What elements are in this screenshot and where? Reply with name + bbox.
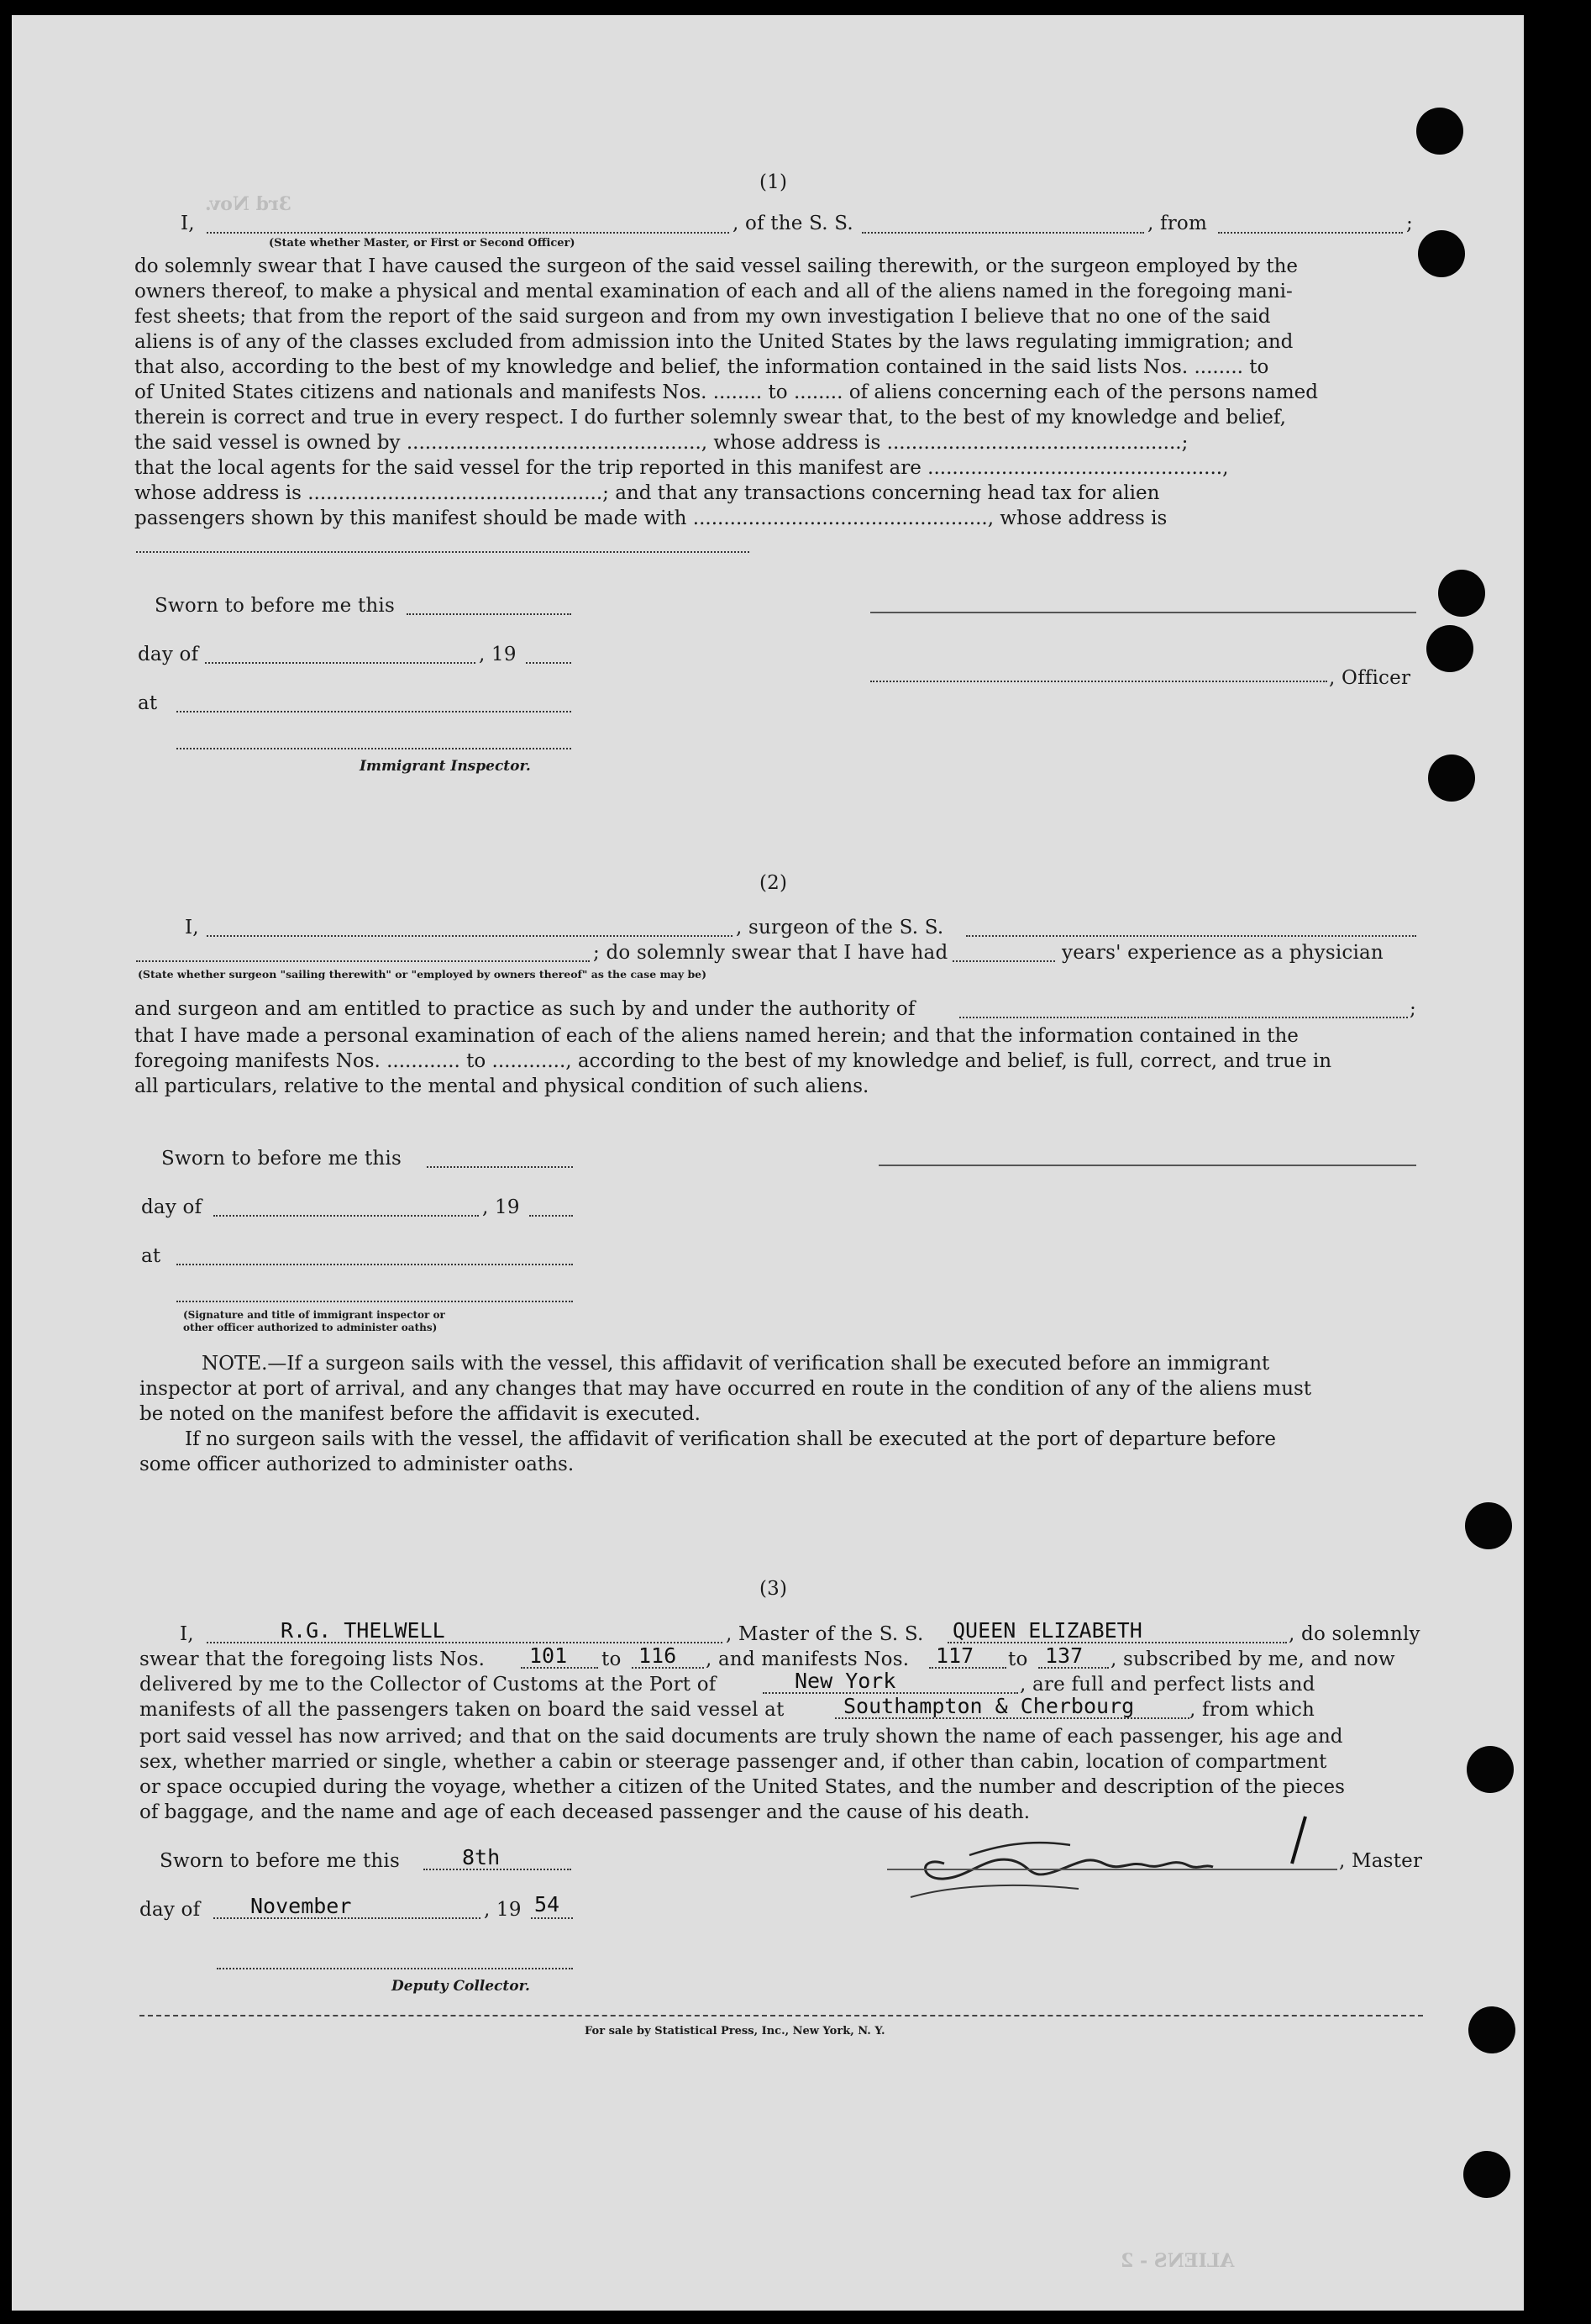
body-line: that the local agents for the said vessel for the trip reported in this manifest are ................................................, [134,457,1229,479]
surgeon-of-label: , surgeon of the S. S. [736,917,944,939]
master-label: , Master [1339,1850,1423,1872]
master-name-value[interactable]: R.G. THELWELL [281,1618,445,1643]
from-label: , from [1147,213,1207,234]
body-line: port said vessel has now arrived; and that on the said documents are truly shown the name of each passenger, his age and [139,1726,1343,1748]
body-line: all particulars, relative to the mental and physical condition of such aliens. [134,1075,869,1097]
from-which-label: , from which [1189,1699,1315,1721]
years-experience-field[interactable] [953,960,1055,962]
officer-name-field[interactable] [207,232,729,234]
to-label-1: to [601,1648,622,1670]
bleed-through-form-number: ALIENS - 2 [1121,2250,1235,2272]
immigrant-inspector-label: Immigrant Inspector. [360,758,531,775]
inspector-signature-field[interactable] [176,748,571,749]
punch-hole [1468,2006,1515,2053]
body-line: passengers shown by this manifest should be made with ................................................, whose address is [134,507,1168,529]
body-line: do solemnly swear that I have caused the surgeon of the said vessel sailing therewith, or the surgeon employed by the [134,255,1299,277]
section-1-i-label: I, [181,213,195,234]
to-label-2: to [1008,1648,1028,1670]
sworn-label-3: Sworn to before me this [160,1850,400,1872]
semicolon: ; [1406,213,1413,234]
body-line: sex, whether married or single, whether a cabin or steerage passenger and, if other than cabin, location of compartment [139,1751,1327,1773]
surgeon-note: (State whether surgeon "sailing therewith" or "employed by owners thereof" as the case may be) [138,968,707,981]
body-line: foregoing manifests Nos. ............ to ............, according to the best of my knowledge and belief, is full, correct, and true in [134,1050,1332,1072]
master-of-label: , Master of the S. S. [726,1623,924,1645]
body-line: fest sheets; that from the report of the said surgeon and from my own investigation I believe that no one of the said [134,306,1271,328]
punch-hole [1418,230,1465,277]
punch-hole [1438,570,1485,617]
punch-hole [1416,108,1463,155]
section-3-i-label: I, [180,1623,194,1645]
officer-signature-line[interactable] [870,612,1416,613]
agent-address-field[interactable] [136,551,749,553]
and-manifests-label: , and manifests Nos. [706,1648,910,1670]
sworn-label-1: Sworn to before me this [155,595,395,617]
note-line: If no surgeon sails with the vessel, the affidavit of verification shall be executed at the port of departure before [185,1428,1277,1450]
note-line: NOTE.—If a surgeon sails with the vessel, this affidavit of verification shall be executed before an immigrant [202,1353,1270,1375]
do-solemnly-label-3: , do solemnly [1289,1623,1420,1645]
section-2-i-label: I, [185,917,199,939]
surgeon-name-field[interactable] [207,935,732,937]
note-line: be noted on the manifest before the affidavit is executed. [139,1403,701,1425]
sworn-date-field-2[interactable] [427,1166,573,1168]
day-of-label-1: day of [138,644,199,665]
surgeon-status-field[interactable] [136,960,590,962]
body-line: the said vessel is owned by ................................................, whose address is ................................................; [134,432,1189,454]
section-1-body [134,254,1416,531]
sworn-label-2: Sworn to before me this [161,1148,402,1170]
day-of-label-2: day of [141,1196,202,1218]
at-field-1[interactable] [176,711,571,712]
body-line: that I have made a personal examination of each of the aliens named herein; and that the information contained in the [134,1025,1299,1047]
deputy-collector-label: Deputy Collector. [391,1978,530,1995]
ship-value[interactable]: QUEEN ELIZABETH [953,1618,1142,1643]
day-of-field-2[interactable] [213,1215,479,1217]
deputy-collector-signature-field[interactable] [217,1968,573,1969]
year-field-3[interactable] [531,1917,573,1919]
surgeon-signature-line[interactable] [879,1165,1416,1166]
officer-label: , Officer [1329,667,1411,689]
year-label-1: , 19 [479,644,517,665]
year-label-2: , 19 [482,1196,520,1218]
year-prefix-label: , 19 [484,1899,522,1921]
section-1-number: (1) [759,171,788,193]
officer-note: (State whether Master, or First or Second Officer) [269,237,575,250]
bleed-through-date: 3rd Nov. [205,193,291,215]
body-line: or space occupied during the voyage, whether a citizen of the United States, and the number and description of the pieces [139,1776,1345,1798]
at-label-1: at [138,692,158,714]
body-line: aliens is of any of the classes excluded from admission into the United States by the laws regulating immigration; and [134,331,1294,353]
punch-hole [1426,625,1473,672]
note-line: some officer authorized to administer oaths. [139,1454,575,1475]
subscribed-label: , subscribed by me, and now [1111,1648,1395,1670]
body-line: therein is correct and true in every respect. I do further solemnly swear that, to the best of my knowledge and belief, [134,407,1286,429]
authorized-officer-signature-field[interactable] [176,1301,573,1302]
body-line: that also, according to the best of my knowledge and belief, the information contained in the said lists Nos. ........ to [134,356,1269,378]
punch-hole [1467,1746,1514,1793]
body-line: owners thereof, to make a physical and mental examination of each and all of the aliens named in the foregoing mani- [134,281,1293,302]
body-line: whose address is ................................................; and that any transactions concerning head tax for alien [134,482,1160,504]
section-2-line-1: and surgeon and am entitled to practice as such by and under the authority of [134,998,916,1020]
authority-field[interactable] [959,1017,1408,1018]
manifest-page [12,15,1524,2311]
year-suffix-value[interactable]: 54 [534,1892,560,1917]
from-port-field[interactable] [1218,232,1403,234]
delivered-label: delivered by me to the Collector of Customs at the Port of [139,1674,717,1696]
year-field-2[interactable] [529,1215,573,1217]
port-value[interactable]: New York [795,1669,896,1693]
signature-note-1: (Signature and title of immigrant inspector or [183,1309,445,1321]
sworn-day-value[interactable]: 8th [462,1845,501,1869]
at-label-2: at [141,1245,161,1267]
note-line: inspector at port of arrival, and any changes that may have occurred en route in the condition of any of the aliens must [139,1378,1312,1400]
manifests-all-label: manifests of all the passengers taken on board the said vessel at [139,1699,785,1721]
body-line: of baggage, and the name and age of each deceased passenger and the cause of his death. [139,1801,1031,1823]
printer-credit: For sale by Statistical Press, Inc., New York, N. Y. [585,2025,885,2037]
lists-from-value[interactable]: 101 [529,1643,568,1668]
full-perfect-label: , are full and perfect lists and [1020,1674,1315,1696]
do-solemnly-label-2: ; do solemnly swear that I have had [593,942,948,964]
surgeon-ship-field[interactable] [966,935,1416,937]
body-line: of United States citizens and nationals and manifests Nos. ........ to ........ of aliens concerning each of the persons named [134,381,1318,403]
departure-value[interactable]: Southampton & Cherbourg [843,1694,1135,1718]
punch-hole [1465,1502,1512,1549]
lists-to-value[interactable]: 116 [638,1643,677,1668]
semicolon-2: ; [1410,998,1416,1020]
section-2-body [134,1023,1416,1099]
year-field-1[interactable] [526,662,571,664]
footer-rule [139,2015,1423,2016]
manifests-to-value[interactable]: 137 [1045,1643,1084,1668]
master-signature [885,1805,1356,1906]
note-block [139,1351,1421,1477]
master-signature-line[interactable] [887,1869,1337,1870]
sworn-date-field-1[interactable] [407,613,571,615]
officer-title-field[interactable] [870,681,1327,682]
years-experience-label: years' experience as a physician [1062,942,1384,964]
at-field-2[interactable] [176,1264,573,1265]
swear-lists-label: swear that the foregoing lists Nos. [139,1648,486,1670]
ship-name-field[interactable] [862,232,1144,234]
signature-note-2: other officer authorized to administer oaths) [183,1322,438,1333]
section-2-number: (2) [759,872,788,894]
day-of-field-1[interactable] [205,662,475,664]
of-ss-label: , of the S. S. [732,213,853,234]
punch-hole [1428,755,1475,802]
section-3-number: (3) [759,1578,788,1600]
day-of-label-3: day of [139,1899,201,1921]
month-value[interactable]: November [250,1894,352,1918]
manifests-from-value[interactable]: 117 [936,1643,974,1668]
punch-hole [1463,2151,1510,2198]
